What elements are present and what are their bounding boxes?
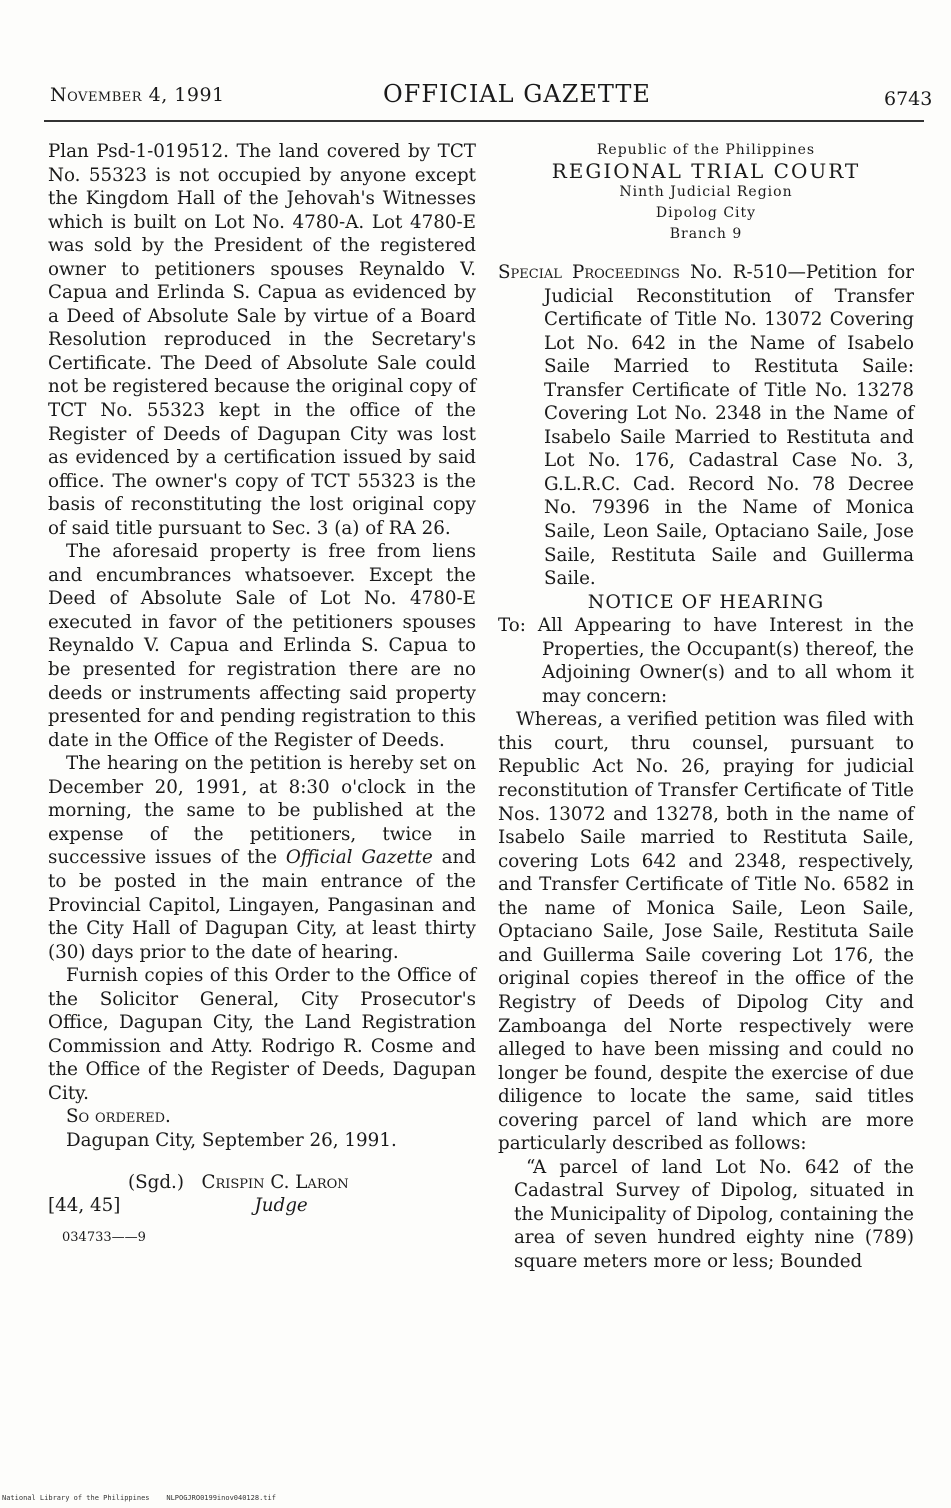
judge-title: Judge <box>254 1195 308 1217</box>
court-branch: Branch 9 <box>669 226 743 242</box>
right-column <box>498 140 914 1274</box>
whereas-paragraph: Whereas, a verified petition was filed with this court, thru counsel, pursuant to Republic Act No. 26, praying for judicial reconstitution of Transfer Certificate of Title Nos. 13072 and 13278, both in the name of Isabelo Saile married to Restituta Saile, covering Lots 642 and 2348, respectively, and Transfer Certificate of Title No. 6582 in the name of Monica Saile, Leon Saile, Optaciano Saile, Jose Saile, Restituta Saile and Guillerma Saile covering Lot 176, the original copies thereof in the office of the Registry of Deeds of Dipolog City and Zamboanga del Norte respectively were alleged to have been missing and could no longer be found, despite the exercise of due diligence to locate the same, said titles covering parcel of land which are more particularly described as follows: <box>498 709 914 1155</box>
publication-title: OFFICIAL GAZETTE <box>383 80 651 108</box>
signature-block <box>48 1171 476 1250</box>
court-region: Ninth Judicial Region <box>619 184 793 200</box>
left-column <box>48 140 476 1249</box>
scan-footer: National Library of the Philippines NLPOGJRO0199inov040128.tif <box>2 1494 276 1502</box>
case-caption <box>498 261 914 591</box>
paragraph-3-part-a: The hearing on the petition is hereby set on December 20, 1991, at 8:30 o'clock in the morning, the same to be published at the expense of the petitioners, twice in successive issues of the <box>48 753 476 869</box>
header-rule <box>44 120 924 122</box>
page-number: 6743 <box>884 88 933 110</box>
issue-numbers: [44, 45] <box>48 1195 121 1217</box>
page-header <box>0 78 951 118</box>
paragraph-2: The aforesaid property is free from liens and encumbrances whatsoever. Except the Deed of Absolute Sale of Lot No. 4780-E executed in favor of the petitioners spouses Reynaldo V. Capua and Erlinda S. Capua to be presented for registration there are no deeds or instruments affecting said property presented for and pending registration to this date in the Office of the Register of Deeds. <box>48 541 476 751</box>
issue-date: November 4, 1991 <box>50 84 225 106</box>
addressee: To: All Appearing to have Interest in the Properties, the Occupant(s) thereof, the Adjoining Owner(s) and to all whom it may concern: <box>498 615 914 707</box>
paragraph-1: Plan Psd-1-019512. The land covered by TCT No. 55323 is not occupied by anyone except the Kingdom Hall of the Jehovah's Witnesses which is built on Lot No. 4780-A. Lot 4780-E was sold by the President of the registered owner to petitioners spouses Reynaldo V. Capua and Erlinda S. Capua as evidenced by a Deed of Absolute Sale by virtue of a Board Resolution reproduced in the Secretary's Certificate. The Deed of Absolute Sale could not be registered because the original copy of TCT No. 55323 kept in the office of the Register of Deeds of Dagupan City was lost as evidenced by a certification issued by said office. The owner's copy of TCT 55323 is the basis of reconstituting the lost original copy of said title pursuant to Sec. 3 (a) of RA 26. <box>48 141 476 539</box>
case-text: No. R-510—Petition for Judicial Reconstitution of Transfer Certificate of Title No. 13072 Covering Lot No. 642 in the Name of Isabelo Saile Married to Restituta Saile: Transfer Certificate of Title No. 13278 Covering Lot No. 2348 in the Name of Isabelo Saile Married to Restituta and Lot No. 176, Cadastral Case No. 3, G.L.R.C. Cad. Record No. 78 Decree No. 79396 in the Name of Monica Saile, Leon Saile, Optaciano Saile, Jose Saile, Restituta Saile and Guillerma Saile. <box>544 262 914 590</box>
so-ordered: So ordered. <box>66 1106 171 1128</box>
signed-mark: (Sgd.) <box>128 1171 185 1193</box>
notice-heading: NOTICE OF HEARING <box>587 590 825 613</box>
gazette-name: Official Gazette <box>285 847 433 869</box>
land-description: “A parcel of land Lot No. 642 of the Cadastral Survey of Dipolog, situated in the Municipality of Dipolog, containing the area of seven hundred eighty nine (789) square meters more or less; Bounded <box>514 1156 914 1272</box>
paragraph-3-part-b: and to be posted in the main entrance of the Provincial Capitol, Lingayen, Pangasinan and the City Hall of Dagupan City, at least thirty (30) days prior to the date of hearing. <box>48 847 476 963</box>
paragraph-4: Furnish copies of this Order to the Office of the Solicitor General, City Prosecutor's Office, Dagupan City, the Land Registration Commission and Atty. Rodrigo R. Cosme and the Office of the Register of Deeds, Dagupan City. <box>48 965 476 1104</box>
paragraph-3 <box>48 752 476 964</box>
court-city: Dipolog City <box>655 205 757 221</box>
court-heading <box>498 140 914 245</box>
case-label: Special Proceedings <box>498 262 680 283</box>
court-republic: Republic of the Philippines <box>596 142 816 158</box>
court-name: REGIONAL TRIAL COURT <box>551 159 861 183</box>
judge-name: Crispin C. Laron <box>201 1171 349 1193</box>
place-date: Dagupan City, September 26, 1991. <box>66 1129 397 1151</box>
reference-number: 034733——9 <box>62 1229 146 1245</box>
